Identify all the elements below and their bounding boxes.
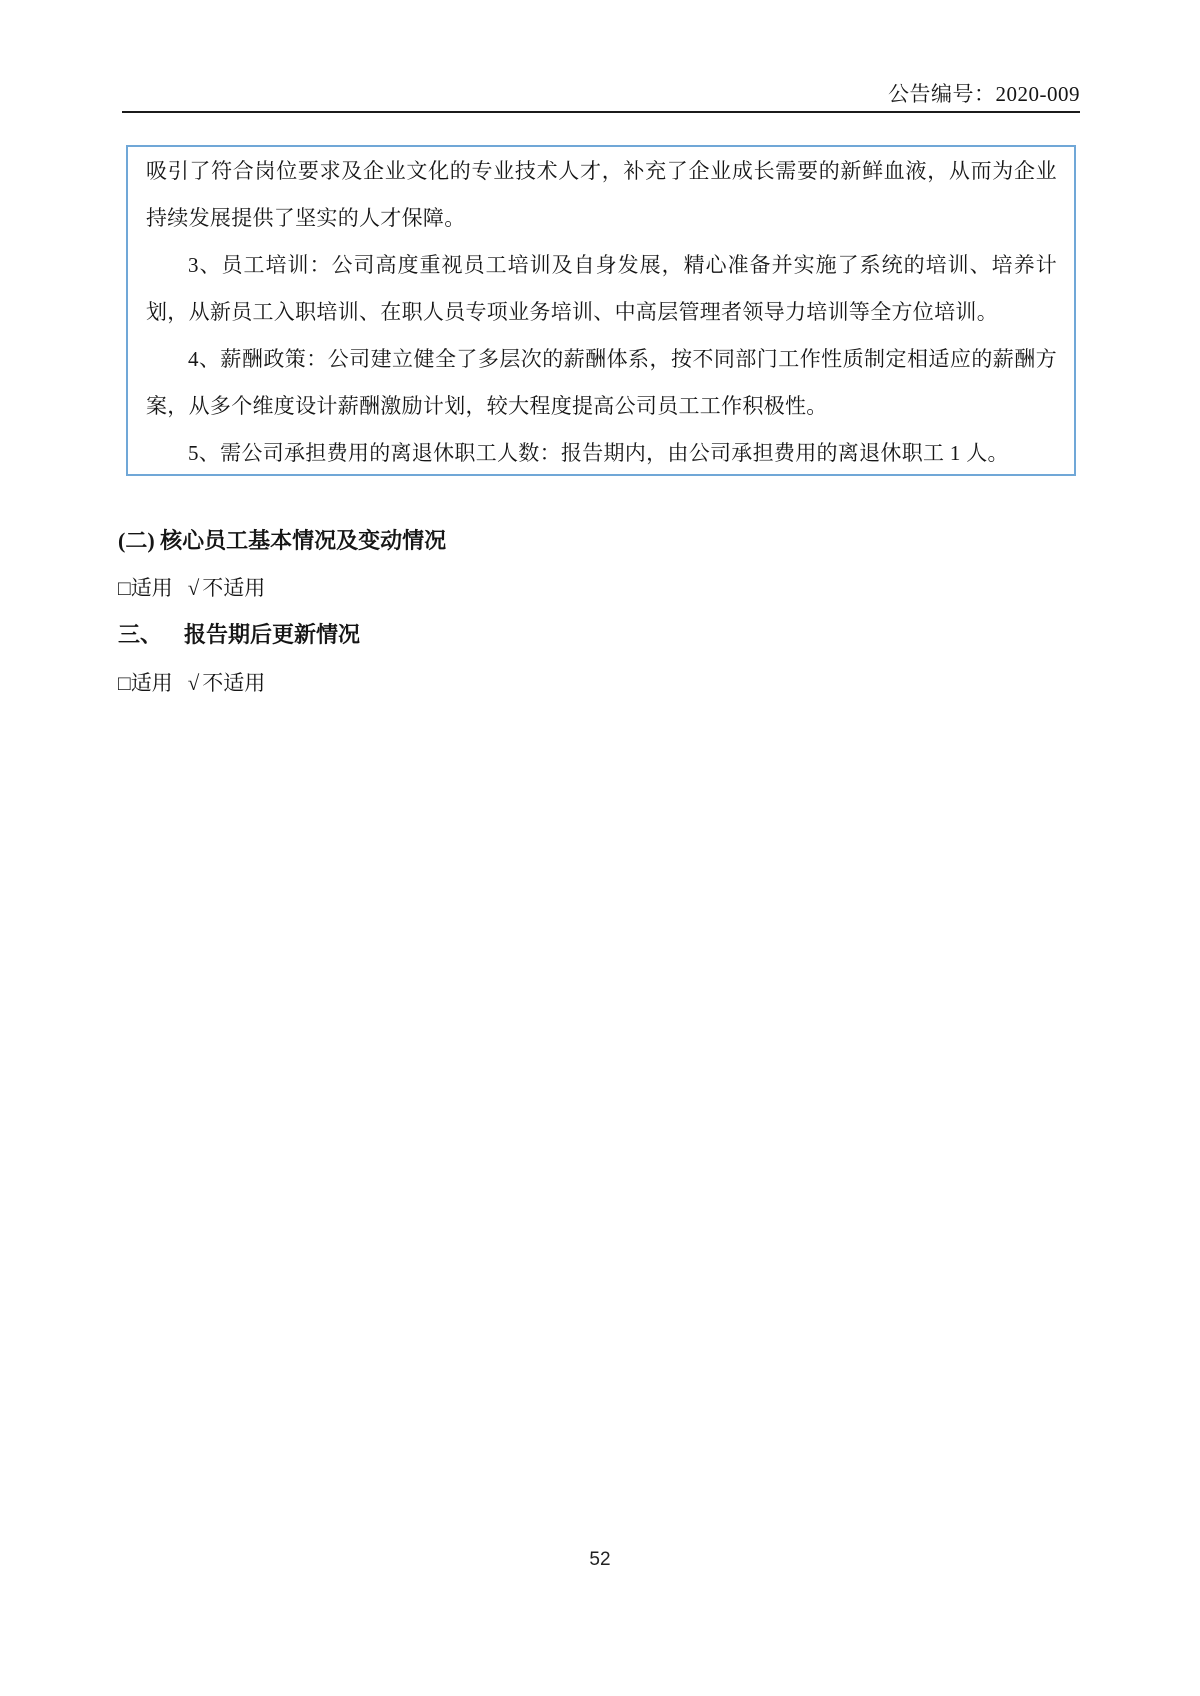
content-box <box>126 145 1076 476</box>
page-number: 52 <box>589 1549 611 1570</box>
not-applicable-label: 不适用 <box>202 671 266 695</box>
announcement-number: 公告编号：2020-009 <box>888 82 1080 106</box>
applicability-row-core-employees <box>118 572 265 602</box>
not-applicable-label: 不适用 <box>202 576 266 600</box>
box-paragraph: 吸引了符合岗位要求及企业文化的专业技术人才，补充了企业成长需要的新鲜血液，从而为企业持续发展提供了坚实的人才保障。 <box>146 159 1057 230</box>
section-heading-post-report-updates <box>118 618 360 649</box>
checkmark-icon: √ <box>187 671 200 695</box>
checkbox-unchecked-icon: □ <box>118 576 131 600</box>
section-heading-core-employees: (二) 核心员工基本情况及变动情况 <box>118 528 447 553</box>
section-number: 三、 <box>118 622 163 647</box>
section-title: 报告期后更新情况 <box>184 622 361 647</box>
box-paragraph-employee-training: 3、员工培训：公司高度重视员工培训及自身发展，精心准备并实施了系统的培训、培养计划，从新员工入职培训、在职人员专项业务培训、中高层管理者领导力培训等全方位培训。 <box>146 253 1057 324</box>
applicable-label: 适用 <box>130 576 173 600</box>
checkbox-unchecked-icon: □ <box>118 671 131 695</box>
checkmark-icon: √ <box>187 576 200 600</box>
box-paragraph-retired-workers: 5、需公司承担费用的离退休职工人数：报告期内，由公司承担费用的离退休职工 1 人。 <box>188 441 1009 465</box>
applicable-label: 适用 <box>130 671 173 695</box>
header-divider <box>122 111 1080 113</box>
box-paragraph-salary-policy: 4、薪酬政策：公司建立健全了多层次的薪酬体系，按不同部门工作性质制定相适应的薪酬方案，从多个维度设计薪酬激励计划，较大程度提高公司员工工作积极性。 <box>146 347 1057 418</box>
applicability-row-post-report-updates <box>118 667 265 697</box>
